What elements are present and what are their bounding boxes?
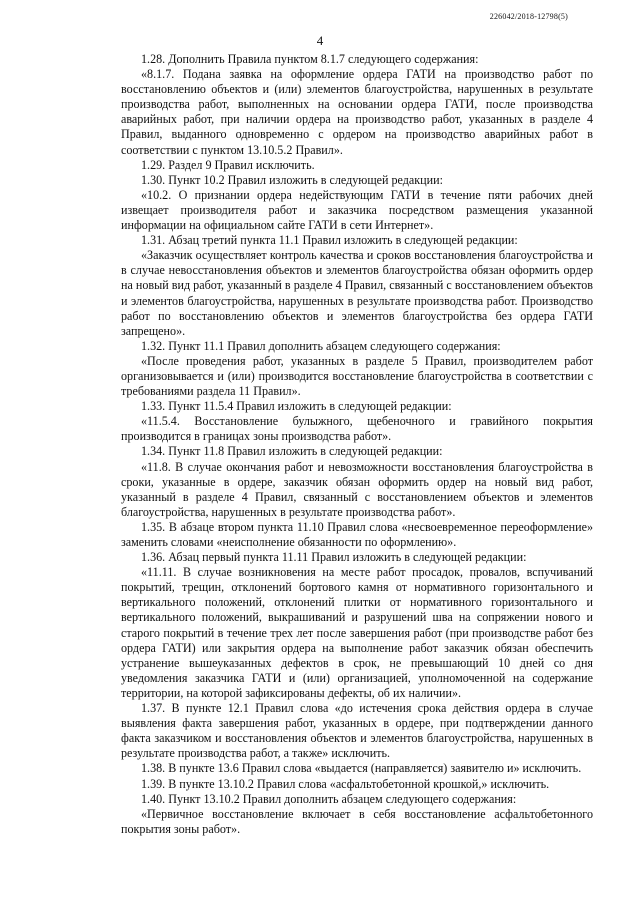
paragraph-1-28: 1.28. Дополнить Правила пунктом 8.1.7 следующего содержания:	[141, 52, 479, 66]
paragraph-11-5-4-text: «11.5.4. Восстановление булыжного, щебеночного и гравийного покрытия производится в границах зоны производства работ».	[121, 414, 593, 444]
paragraph-1-31: 1.31. Абзац третий пункта 11.1 Правил изложить в следующей редакции:	[141, 233, 518, 248]
paragraph-11-8-text: «11.8. В случае окончания работ и невозможности восстановления благоустройства в сроки, указанные в ордере, заказчик обязан оформить ордер на новый вид работ, указанный в разделе 4 Правил, связанный с восстановлением объектов и элементов благоустройства, нарушенных в результате производства работ».	[121, 459, 593, 519]
paragraph-11-1-text: «Заказчик осуществляет контроль качества и сроков восстановления благоустройства и в случае невосстановления объектов и элементов благоустройства обязан оформить ордер на новый вид работ, указанный в разделе 4 Правил, связанный с восстановлением объектов и элементов благоустройства, нарушенных в результате производства работ. Производство работ по восстановлению объектов и элементов благоустройства без ордера ГАТИ запрещено».	[121, 248, 593, 338]
page-number: 4	[316, 33, 324, 48]
paragraph-1-40: 1.40. Пункт 13.10.2 Правил дополнить абзацем следующего содержания:	[141, 791, 517, 806]
paragraph-1-30: 1.30. Пункт 10.2 Правил изложить в следующей редакции:	[141, 172, 443, 187]
paragraph-1-37: 1.37. В пункте 12.1 Правил слова «до истечения срока действия ордера в случае выявления факта завершения работ, указанных в ордере, при подтверждении данного факта заказчиком и восстановления объектов и элементов благоустройства, нарушенных в результате производства работ, а также» исключить.	[121, 701, 593, 761]
paragraph-11-11-text: «11.11. В случае возникновения на месте работ просадок, провалов, вспучиваний покрытий, трещин, отклонений бортового камня от нормативного горизонтального и вертикального положений, отклонений плитки от нормативного горизонтального и вертикального положений, выкрашиваний и разрушений шва на сопряжении нового и старого покрытий в течение трех лет после завершения работ (при производстве работ без ордера ГАТИ) или закрытия ордера на выполнение работ заказчик обязан обеспечить устранение вышеуказанных дефектов в срок, не превышающий 10 дней со дня уведомления заказчика ГАТИ и (или) организацией, уполномоченной на содержание территории, на которой зафиксированы дефекты, об их наличии».	[121, 565, 593, 700]
document-registration-number: 226042/2018-12798(5)	[489, 12, 568, 21]
paragraph-1-34: 1.34. Пункт 11.8 Правил изложить в следующей редакции:	[141, 444, 443, 459]
paragraph-1-38: 1.38. В пункте 13.6 Правил слова «выдается (направляется) заявителю и» исключить.	[141, 761, 582, 776]
paragraph-1-32: 1.32. Пункт 11.1 Правил дополнить абзацем следующего содержания:	[141, 338, 501, 353]
document-body	[121, 52, 593, 837]
paragraph-10-2-text: «10.2. О признании ордера недействующим ГАТИ в течение пяти рабочих дней извещает производителя работ и заказчика посредством размещения указанной информации на официальном сайте ГАТИ в сети Интернет».	[121, 187, 593, 233]
paragraph-primary-restoration-text: «Первичное восстановление включает в себя восстановление асфальтобетонного покрытия зоны работ».	[121, 806, 593, 836]
paragraph-1-39: 1.39. В пункте 13.10.2 Правил слова «асфальтобетонной крошкой,» исключить.	[141, 776, 550, 791]
paragraph-11-1-addition-text: «После проведения работ, указанных в разделе 5 Правил, производителем работ организовывается и (или) производится восстановление благоустройства в соответствии с требованиями раздела 11 Правил».	[121, 353, 593, 399]
paragraph-1-33: 1.33. Пункт 11.5.4 Правил изложить в следующей редакции:	[141, 399, 452, 414]
paragraph-1-36: 1.36. Абзац первый пункта 11.11 Правил изложить в следующей редакции:	[141, 550, 527, 565]
paragraph-1-29: 1.29. Раздел 9 Правил исключить.	[141, 157, 315, 172]
paragraph-8-1-7-text: «8.1.7. Подана заявка на оформление ордера ГАТИ на производство работ по восстановлению объектов и (или) элементов благоустройства, нарушенных в результате производства работ, выполненных на основании ордера ГАТИ, после производства аварийных работ, при наличии ордера на производство работ, указанных в разделе 4 Правил, выданного одновременно с ордером на производство аварийных работ в соответствии с пунктом 13.10.5.2 Правил».	[121, 67, 593, 157]
paragraph-1-35: 1.35. В абзаце втором пункта 11.10 Правил слова «несвоевременное переоформление» заменить словами «неисполнение обязанности по оформлению».	[121, 519, 593, 549]
